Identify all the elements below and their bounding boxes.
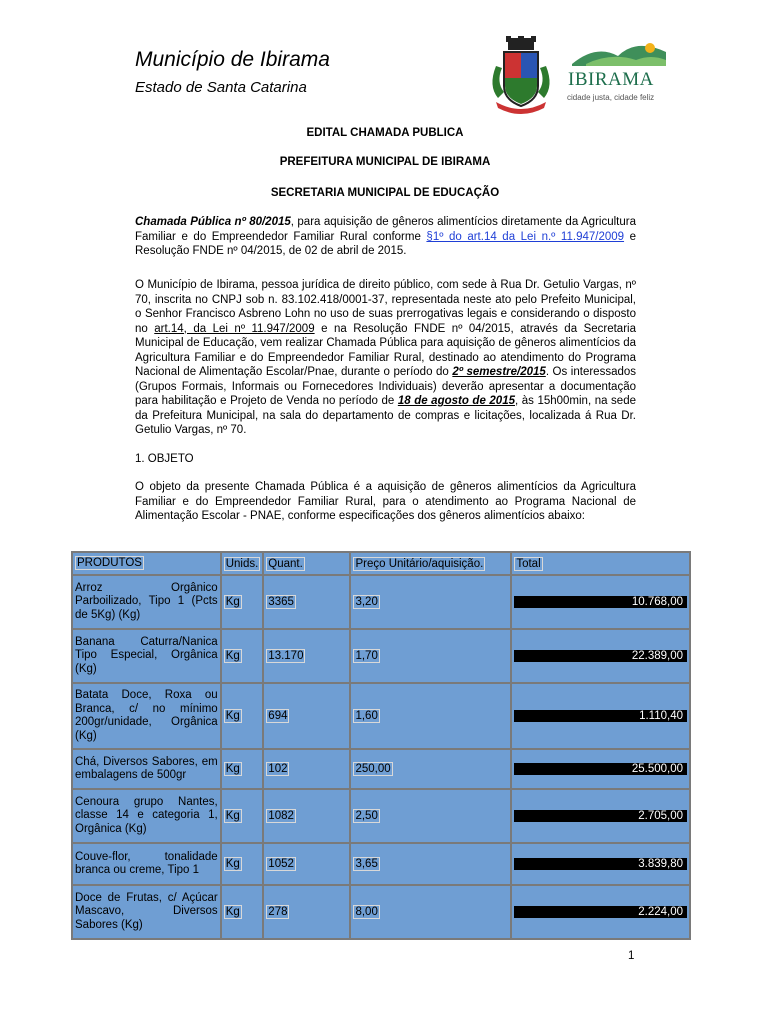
unit-cell: Kg xyxy=(225,810,240,822)
quantity-cell: 1052 xyxy=(268,858,294,870)
main-text-c: . Os interessados (Grupos Formais, Informais ou Fornecedores Individuais) deverão apresentar a documentação para habilitação e Projeto de Venda no período de xyxy=(135,366,637,407)
price-cell: 250,00 xyxy=(355,763,391,775)
coat-of-arms-icon xyxy=(488,36,554,116)
intro-text-b: e Resolução FNDE nº 04/2015, de 02 de abril de 2015. xyxy=(135,230,637,257)
logo-wordmark: IBIRAMA xyxy=(568,69,654,90)
table-row xyxy=(73,886,689,938)
quantity-cell: 694 xyxy=(268,710,288,722)
header-quant: Quant. xyxy=(268,557,303,570)
total-cell: 1.110,40 xyxy=(514,710,687,722)
quantity-cell: 1082 xyxy=(268,810,294,822)
intro-text-a: , para aquisição de gêneros alimentícios diretamente da Agricultura Familiar e do Empreendedor Familiar Rural conforme xyxy=(135,216,636,243)
edital-title: EDITAL CHAMADA PUBLICA xyxy=(306,127,464,139)
law-link[interactable]: §1º do art.14 da Lei n.º 11.947/2009 xyxy=(426,230,625,243)
unit-cell: Kg xyxy=(225,763,240,775)
chamada-lead: Chamada Pública nº 80/2015 xyxy=(135,216,291,228)
table-row xyxy=(73,750,689,788)
unit-cell: Kg xyxy=(225,650,240,662)
product-name: Doce de Frutas, c/ Açúcar Mascavo, Diversos Sabores (Kg) xyxy=(73,886,220,938)
table-row xyxy=(73,844,689,884)
total-cell: 2.224,00 xyxy=(514,906,687,918)
quantity-cell: 13.170 xyxy=(268,650,304,662)
unit-cell: Kg xyxy=(225,596,240,608)
intro-paragraph xyxy=(135,215,636,259)
logo-tagline: cidade justa, cidade feliz xyxy=(567,93,655,102)
quantity-cell: 278 xyxy=(268,906,288,918)
total-cell: 2.705,00 xyxy=(514,810,687,822)
header-preco: Preço Unitário/aquisição. xyxy=(355,557,484,570)
municipality-title: Município de Ibirama xyxy=(135,48,330,71)
unit-cell: Kg xyxy=(225,858,240,870)
header-title-block xyxy=(135,47,330,96)
table-row xyxy=(73,630,689,682)
price-cell: 1,60 xyxy=(355,710,378,722)
main-text-d: , às 15h00min, na sede da Prefeitura Municipal, na sala do departamento de compras e licitações, localizada á Rua Dr. Getulio Vargas, nº 70. xyxy=(135,395,636,436)
main-paragraph xyxy=(135,278,636,438)
total-cell: 10.768,00 xyxy=(514,596,687,608)
table-row xyxy=(73,576,689,628)
price-cell: 3,65 xyxy=(355,858,378,870)
page-number: 1 xyxy=(628,950,635,962)
price-cell: 2,50 xyxy=(355,810,378,822)
date-emphasis: 18 de agosto de 2015 xyxy=(397,395,515,407)
unit-cell: Kg xyxy=(225,906,240,918)
total-cell: 3.839,80 xyxy=(514,858,687,870)
product-name: Cenoura grupo Nantes, classe 14 e categoria 1, Orgânica (Kg) xyxy=(73,790,220,842)
main-text-b: e na Resolução FNDE nº 04/2015, através da Secretaria Municipal de Educação, vem realizar Chamada Pública para aquisição de gêneros alimentícios da Agricultura Familiar e do Empreendedor Familiar Rural, destinado ao atendimento do Programa Nacional de Alimentação Escolar/Pnae, durante o período do xyxy=(135,322,636,378)
total-cell: 25.500,00 xyxy=(514,763,687,775)
table-row xyxy=(73,790,689,842)
total-cell: 22.389,00 xyxy=(514,650,687,662)
price-cell: 8,00 xyxy=(355,906,378,918)
table-row xyxy=(73,684,689,748)
header-unids: Unids. xyxy=(225,557,259,570)
section-heading-objeto: 1. OBJETO xyxy=(135,453,194,465)
main-text-a: O Município de Ibirama, pessoa jurídica de direito público, com sede à Rua Dr. Getulio Vargas, nº 70, inscrita no CNPJ sob n. 83.102.418/0001-37, representada neste ato pelo Prefeito Municipal, o Senhor Francisco Asbreno Lohn no uso de suas prerrogativas legais e considerando o disposto no xyxy=(135,279,636,335)
semester-emphasis: 2º semestre/2015 xyxy=(452,366,546,378)
secretaria-title: SECRETARIA MUNICIPAL DE EDUCAÇÃO xyxy=(270,187,500,199)
header-produtos: PRODUTOS xyxy=(77,557,142,570)
product-name: Couve-flor, tonalidade branca ou creme, Tipo 1 xyxy=(73,844,220,884)
state-subtitle: Estado de Santa Catarina xyxy=(135,79,307,96)
quantity-cell: 102 xyxy=(268,763,288,775)
product-name: Banana Caturra/Nanica Tipo Especial, Orgânica (Kg) xyxy=(73,630,220,682)
prefeitura-title: PREFEITURA MUNICIPAL DE IBIRAMA xyxy=(279,156,491,168)
law-reference: art.14, da Lei nº 11.947/2009 xyxy=(154,322,315,335)
price-cell: 3,20 xyxy=(355,596,378,608)
header-total: Total xyxy=(516,557,541,570)
product-name: Arroz Orgânico Parboilizado, Tipo 1 (Pcts de 5Kg) (Kg) xyxy=(73,576,220,628)
table-header-row xyxy=(73,553,689,574)
price-cell: 1,70 xyxy=(355,650,378,662)
quantity-cell: 3365 xyxy=(268,596,294,608)
product-name: Batata Doce, Roxa ou Branca, c/ no mínimo 200gr/unidade, Orgânica (Kg) xyxy=(73,684,220,748)
product-name: Chá, Diversos Sabores, em embalagens de 500gr xyxy=(73,750,220,788)
unit-cell: Kg xyxy=(225,710,240,722)
products-table xyxy=(71,551,691,940)
objeto-paragraph: O objeto da presente Chamada Pública é a aquisição de gêneros alimentícios da Agricultura Familiar e do Empreendedor Familiar Rural, para o atendimento ao Programa Nacional de Alimentação Escolar - PNAE, conforme especificações dos gêneros alimentícios abaixo: xyxy=(135,481,636,522)
